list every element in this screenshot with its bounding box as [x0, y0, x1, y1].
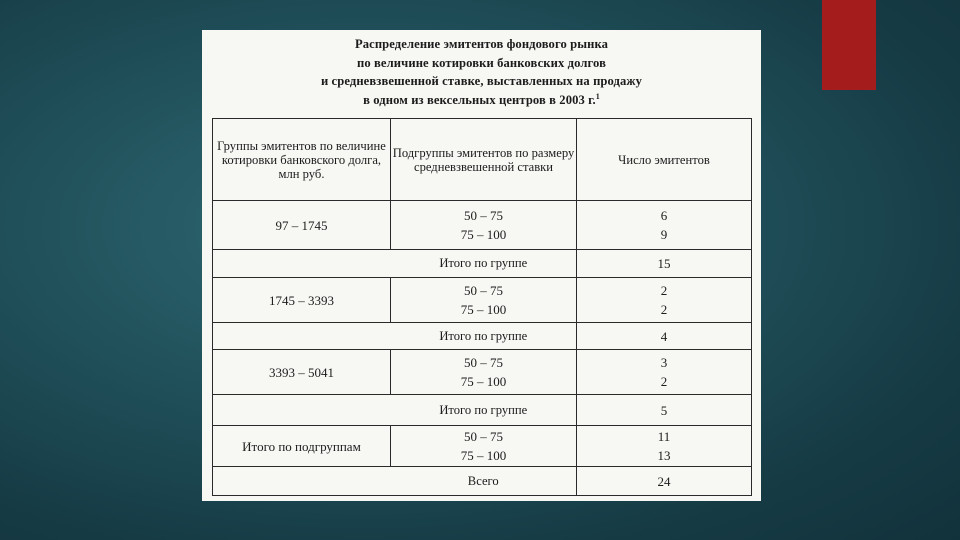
red-accent-bar	[822, 0, 876, 90]
title-line-4-text: в одном из вексельных центров в 2003 г.	[363, 92, 596, 107]
title-line-1: Распределение эмитентов фондового рынка	[354, 37, 609, 51]
grand-total-value: 24	[577, 467, 752, 496]
subgroup-cell	[391, 350, 577, 395]
blank-cell	[213, 323, 391, 350]
blank-cell	[213, 250, 391, 278]
blank-cell	[213, 395, 391, 426]
group-range: 3393 – 5041	[213, 350, 391, 395]
subgroup-b: 75 – 100	[460, 374, 507, 389]
count-cell	[577, 350, 752, 395]
header-count: Число эмитентов	[577, 119, 752, 201]
grand-total-row	[213, 467, 752, 496]
group-total-row	[213, 323, 752, 350]
count-cell	[577, 426, 752, 467]
subgroup-totals-row	[213, 426, 752, 467]
group-range: 97 – 1745	[213, 201, 391, 250]
footnote-mark: 1	[595, 91, 600, 101]
subgroup-a: 50 – 75	[464, 429, 503, 444]
table-row	[213, 350, 752, 395]
count-b: 2	[660, 302, 668, 317]
emitters-table	[212, 118, 752, 496]
group-total-label: Итого по группе	[391, 250, 577, 278]
table-row	[213, 201, 752, 250]
subgroup-a: 50 – 75	[464, 355, 503, 370]
count-b: 2	[660, 374, 668, 389]
count-cell	[577, 201, 752, 250]
title-line-4	[202, 91, 761, 110]
grand-total-label: Всего	[391, 467, 577, 496]
subgroup-cell	[391, 278, 577, 323]
subgroup-b: 75 – 100	[460, 302, 507, 317]
subgroup-cell	[391, 426, 577, 467]
count-b: 9	[660, 227, 668, 242]
subgroup-cell	[391, 201, 577, 250]
header-groups: Группы эмитентов по величине котировки банковского долга, млн руб.	[213, 119, 391, 201]
blank-cell	[213, 467, 391, 496]
group-total-label: Итого по группе	[391, 395, 577, 426]
group-total-label: Итого по группе	[391, 323, 577, 350]
title-line-2: по величине котировки банковских долгов	[357, 55, 606, 70]
table-row	[213, 278, 752, 323]
group-range: 1745 – 3393	[213, 278, 391, 323]
table-header-row	[213, 119, 752, 201]
scanned-table-document	[202, 30, 761, 501]
subgroup-a: 50 – 75	[464, 283, 503, 298]
subgroup-b: 75 – 100	[460, 448, 507, 463]
header-subgroups: Подгруппы эмитентов по размеру средневзвешенной ставки	[391, 119, 577, 201]
group-total-value: 15	[577, 250, 752, 278]
subgroup-totals-label: Итого по подгруппам	[213, 426, 391, 467]
count-b: 13	[657, 448, 671, 463]
count-a: 6	[660, 208, 668, 223]
document-title	[202, 35, 761, 109]
subgroup-b: 75 – 100	[460, 227, 507, 242]
title-line-3: и средневзвешенной ставке, выставленных на продажу	[320, 74, 643, 88]
group-total-row	[213, 250, 752, 278]
count-cell	[577, 278, 752, 323]
group-total-value: 4	[577, 323, 752, 350]
count-a: 11	[657, 429, 671, 444]
count-a: 2	[660, 283, 668, 298]
group-total-value: 5	[577, 395, 752, 426]
count-a: 3	[660, 355, 668, 370]
subgroup-a: 50 – 75	[464, 208, 503, 223]
group-total-row	[213, 395, 752, 426]
